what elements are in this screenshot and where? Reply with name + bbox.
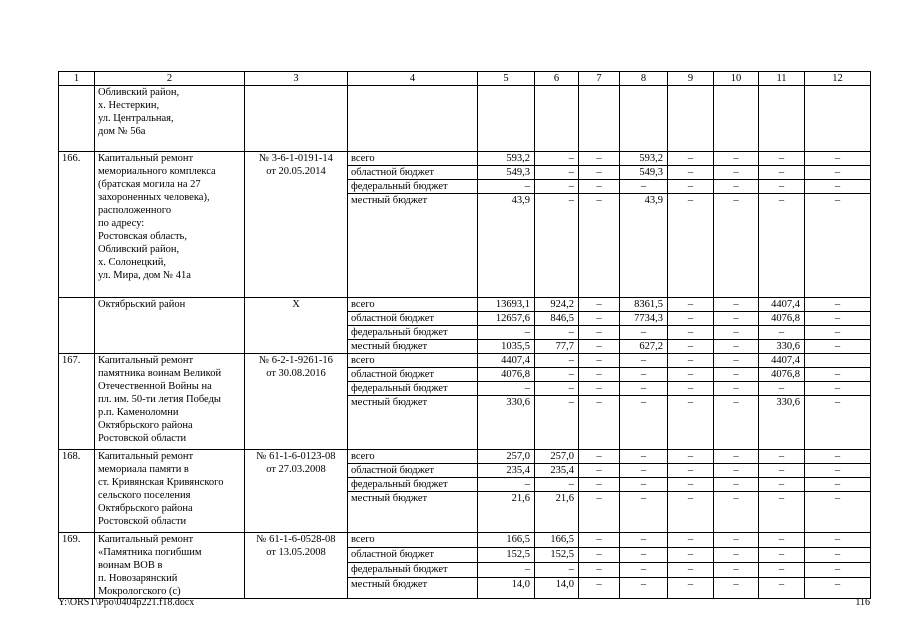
value-cell: – xyxy=(714,396,759,450)
value-cell: – xyxy=(714,547,759,562)
value-cell: 330,6 xyxy=(759,340,805,354)
value-cell: – xyxy=(668,152,714,166)
value-cell: – xyxy=(620,533,668,548)
value-cell: – xyxy=(714,354,759,368)
table-cell xyxy=(579,86,620,152)
value-cell: – xyxy=(478,478,535,492)
value-cell: – xyxy=(535,180,579,194)
page-number: 116 xyxy=(855,597,870,608)
value-cell: – xyxy=(478,382,535,396)
value-cell: 330,6 xyxy=(759,396,805,450)
value-cell: – xyxy=(805,368,871,382)
value-cell: – xyxy=(668,547,714,562)
value-cell: – xyxy=(668,180,714,194)
value-cell: – xyxy=(535,368,579,382)
value-cell: – xyxy=(668,354,714,368)
value-cell: – xyxy=(805,478,871,492)
value-cell: – xyxy=(620,382,668,396)
value-cell: 21,6 xyxy=(535,492,579,533)
value-cell: – xyxy=(805,340,871,354)
value-cell: 14,0 xyxy=(535,577,579,598)
value-cell: 593,2 xyxy=(478,152,535,166)
value-cell: – xyxy=(714,368,759,382)
row-number xyxy=(59,86,95,152)
value-cell: 593,2 xyxy=(620,152,668,166)
column-number: 10 xyxy=(714,72,759,86)
budget-label: местный бюджет xyxy=(348,396,478,450)
table-cell xyxy=(620,86,668,152)
value-cell: – xyxy=(714,450,759,464)
value-cell: 257,0 xyxy=(535,450,579,464)
value-cell: 235,4 xyxy=(478,464,535,478)
value-cell: 4407,4 xyxy=(478,354,535,368)
value-cell: – xyxy=(759,492,805,533)
value-cell: – xyxy=(579,577,620,598)
budget-label: областной бюджет xyxy=(348,368,478,382)
value-cell: – xyxy=(620,562,668,577)
value-cell: – xyxy=(668,396,714,450)
column-number: 8 xyxy=(620,72,668,86)
value-cell: – xyxy=(668,340,714,354)
budget-label: областной бюджет xyxy=(348,547,478,562)
document-number: № 61-1-6-0123-08 от 27.03.2008 xyxy=(245,450,348,533)
table-cell xyxy=(714,86,759,152)
value-cell: 257,0 xyxy=(478,450,535,464)
value-cell: – xyxy=(714,577,759,598)
table-row xyxy=(59,533,871,548)
object-name: Капитальный ремонт памятника воинам Великой Отечественной Войны на пл. им. 50-ти летия Победы р.п. Каменоломни Октябрьского района Ростовской области xyxy=(95,354,245,450)
value-cell: – xyxy=(668,533,714,548)
value-cell: 152,5 xyxy=(478,547,535,562)
value-cell: – xyxy=(579,298,620,312)
value-cell: 7734,3 xyxy=(620,312,668,326)
value-cell: 549,3 xyxy=(620,166,668,180)
value-cell: – xyxy=(714,312,759,326)
budget-label: всего xyxy=(348,533,478,548)
value-cell: – xyxy=(805,396,871,450)
value-cell: – xyxy=(759,450,805,464)
value-cell: – xyxy=(805,194,871,298)
document-number: № 3-6-1-0191-14 от 20.05.2014 xyxy=(245,152,348,298)
value-cell: – xyxy=(714,562,759,577)
value-cell: – xyxy=(714,194,759,298)
budget-label: всего xyxy=(348,354,478,368)
value-cell: – xyxy=(759,464,805,478)
budget-label: областной бюджет xyxy=(348,312,478,326)
value-cell: 8361,5 xyxy=(620,298,668,312)
value-cell: 152,5 xyxy=(535,547,579,562)
value-cell: – xyxy=(535,382,579,396)
column-number: 1 xyxy=(59,72,95,86)
value-cell: – xyxy=(535,396,579,450)
value-cell: – xyxy=(620,396,668,450)
value-cell: – xyxy=(668,368,714,382)
value-cell: – xyxy=(714,326,759,340)
budget-label: федеральный бюджет xyxy=(348,326,478,340)
value-cell: – xyxy=(668,326,714,340)
value-cell: – xyxy=(714,492,759,533)
row-number: 168. xyxy=(59,450,95,533)
budget-label: всего xyxy=(348,450,478,464)
value-cell: – xyxy=(668,562,714,577)
value-cell: 1035,5 xyxy=(478,340,535,354)
value-cell: 21,6 xyxy=(478,492,535,533)
value-cell: – xyxy=(668,312,714,326)
row-number xyxy=(59,298,95,354)
value-cell: 4407,4 xyxy=(759,354,805,368)
value-cell xyxy=(805,354,871,368)
value-cell: 627,2 xyxy=(620,340,668,354)
value-cell: – xyxy=(620,478,668,492)
value-cell: – xyxy=(805,492,871,533)
value-cell: – xyxy=(478,180,535,194)
value-cell: 166,5 xyxy=(478,533,535,548)
value-cell: – xyxy=(759,326,805,340)
value-cell: – xyxy=(759,547,805,562)
value-cell: – xyxy=(668,382,714,396)
budget-label: федеральный бюджет xyxy=(348,382,478,396)
table-cell xyxy=(348,86,478,152)
budget-label: местный бюджет xyxy=(348,577,478,598)
value-cell: 4407,4 xyxy=(759,298,805,312)
value-cell: 330,6 xyxy=(478,396,535,450)
budget-label: областной бюджет xyxy=(348,464,478,478)
value-cell: – xyxy=(620,464,668,478)
value-cell: – xyxy=(579,312,620,326)
value-cell: – xyxy=(579,152,620,166)
budget-label: федеральный бюджет xyxy=(348,562,478,577)
value-cell: 846,5 xyxy=(535,312,579,326)
value-cell: 77,7 xyxy=(535,340,579,354)
value-cell: – xyxy=(535,326,579,340)
value-cell: 13693,1 xyxy=(478,298,535,312)
value-cell: – xyxy=(805,464,871,478)
value-cell: – xyxy=(579,450,620,464)
value-cell: – xyxy=(714,340,759,354)
object-name: Обливский район, х. Нестеркин, ул. Центральная, дом № 56а xyxy=(95,86,245,152)
value-cell: – xyxy=(579,533,620,548)
value-cell: – xyxy=(478,562,535,577)
value-cell: – xyxy=(620,450,668,464)
value-cell: – xyxy=(714,464,759,478)
value-cell: – xyxy=(759,382,805,396)
row-number: 166. xyxy=(59,152,95,298)
value-cell: – xyxy=(668,166,714,180)
object-name: Капитальный ремонт «Памятника погибшим воинам ВОВ в п. Новозарянский Мокрологского (с) xyxy=(95,533,245,599)
column-number: 2 xyxy=(95,72,245,86)
value-cell: – xyxy=(535,194,579,298)
value-cell: – xyxy=(805,166,871,180)
value-cell: – xyxy=(759,577,805,598)
budget-table xyxy=(58,71,871,599)
value-cell: – xyxy=(759,478,805,492)
document-number: № 6-2-1-9261-16 от 30.08.2016 xyxy=(245,354,348,450)
value-cell: – xyxy=(579,354,620,368)
value-cell: – xyxy=(535,354,579,368)
value-cell: 4076,8 xyxy=(478,368,535,382)
value-cell: – xyxy=(620,492,668,533)
budget-label: местный бюджет xyxy=(348,340,478,354)
table-cell xyxy=(668,86,714,152)
budget-label: местный бюджет xyxy=(348,194,478,298)
value-cell: – xyxy=(805,152,871,166)
value-cell: – xyxy=(714,382,759,396)
value-cell: – xyxy=(714,166,759,180)
value-cell: – xyxy=(805,450,871,464)
value-cell: – xyxy=(668,194,714,298)
value-cell: – xyxy=(620,326,668,340)
value-cell: – xyxy=(579,180,620,194)
value-cell: – xyxy=(579,396,620,450)
value-cell: – xyxy=(805,562,871,577)
value-cell: – xyxy=(805,577,871,598)
value-cell: – xyxy=(805,298,871,312)
document-number: № 61-1-6-0528-08 от 13.05.2008 xyxy=(245,533,348,599)
column-number: 3 xyxy=(245,72,348,86)
value-cell: – xyxy=(668,478,714,492)
budget-label: всего xyxy=(348,152,478,166)
value-cell: – xyxy=(668,464,714,478)
value-cell: – xyxy=(579,382,620,396)
value-cell: – xyxy=(579,326,620,340)
header-row xyxy=(59,72,871,86)
value-cell: – xyxy=(579,368,620,382)
value-cell: – xyxy=(579,340,620,354)
value-cell: – xyxy=(579,547,620,562)
value-cell: – xyxy=(759,180,805,194)
value-cell: – xyxy=(668,450,714,464)
value-cell: – xyxy=(714,180,759,194)
value-cell: – xyxy=(620,368,668,382)
object-name: Октябрьский район xyxy=(95,298,245,354)
table-row xyxy=(59,298,871,312)
table-row xyxy=(59,86,871,152)
value-cell: – xyxy=(620,577,668,598)
value-cell: – xyxy=(805,326,871,340)
value-cell: 43,9 xyxy=(478,194,535,298)
table-row xyxy=(59,152,871,166)
value-cell: – xyxy=(714,298,759,312)
table-cell xyxy=(805,86,871,152)
value-cell: 14,0 xyxy=(478,577,535,598)
value-cell: – xyxy=(805,312,871,326)
value-cell: – xyxy=(535,166,579,180)
value-cell: – xyxy=(759,166,805,180)
value-cell: – xyxy=(579,166,620,180)
value-cell: – xyxy=(535,562,579,577)
object-name: Капитальный ремонт мемориала памяти в ст. Кривянская Кривянского сельского поселения Октябрьского района Ростовской области xyxy=(95,450,245,533)
row-number: 169. xyxy=(59,533,95,599)
budget-label: федеральный бюджет xyxy=(348,180,478,194)
budget-label: всего xyxy=(348,298,478,312)
value-cell: 549,3 xyxy=(478,166,535,180)
value-cell: – xyxy=(668,492,714,533)
value-cell: – xyxy=(714,152,759,166)
value-cell: – xyxy=(620,547,668,562)
column-number: 12 xyxy=(805,72,871,86)
value-cell: – xyxy=(805,180,871,194)
value-cell: – xyxy=(759,562,805,577)
table-cell xyxy=(245,86,348,152)
value-cell: – xyxy=(759,194,805,298)
budget-label: местный бюджет xyxy=(348,492,478,533)
value-cell: – xyxy=(805,382,871,396)
value-cell: 12657,6 xyxy=(478,312,535,326)
column-number: 6 xyxy=(535,72,579,86)
value-cell: – xyxy=(579,194,620,298)
object-name: Капитальный ремонт мемориального комплекса (братская могила на 27 захороненных человека), расположенного по адресу: Ростовская область, Обливский район, х. Солонецкий, ул. Мира, дом № 41а xyxy=(95,152,245,298)
table-cell xyxy=(759,86,805,152)
value-cell: 166,5 xyxy=(535,533,579,548)
document-number: Х xyxy=(245,298,348,354)
value-cell: – xyxy=(714,478,759,492)
budget-label: областной бюджет xyxy=(348,166,478,180)
table-cell xyxy=(478,86,535,152)
value-cell: – xyxy=(759,152,805,166)
value-cell: 4076,8 xyxy=(759,312,805,326)
row-number: 167. xyxy=(59,354,95,450)
value-cell: – xyxy=(714,533,759,548)
value-cell: – xyxy=(805,547,871,562)
column-number: 9 xyxy=(668,72,714,86)
column-number: 11 xyxy=(759,72,805,86)
column-number: 7 xyxy=(579,72,620,86)
value-cell: – xyxy=(535,152,579,166)
column-number: 5 xyxy=(478,72,535,86)
value-cell: – xyxy=(620,180,668,194)
value-cell: – xyxy=(620,354,668,368)
value-cell: – xyxy=(579,478,620,492)
budget-label: федеральный бюджет xyxy=(348,478,478,492)
table-row xyxy=(59,354,871,368)
value-cell: 924,2 xyxy=(535,298,579,312)
value-cell: – xyxy=(805,533,871,548)
value-cell: – xyxy=(579,464,620,478)
table-cell xyxy=(535,86,579,152)
value-cell: – xyxy=(478,326,535,340)
value-cell: – xyxy=(668,298,714,312)
footer-file-path: Y:\ORST\Ppo\0404p221.f18.docx xyxy=(58,597,195,608)
value-cell: 4076,8 xyxy=(759,368,805,382)
value-cell: 43,9 xyxy=(620,194,668,298)
table-row xyxy=(59,450,871,464)
column-number: 4 xyxy=(348,72,478,86)
value-cell: – xyxy=(579,562,620,577)
value-cell: – xyxy=(759,533,805,548)
value-cell: 235,4 xyxy=(535,464,579,478)
value-cell: – xyxy=(668,577,714,598)
value-cell: – xyxy=(579,492,620,533)
value-cell: – xyxy=(535,478,579,492)
